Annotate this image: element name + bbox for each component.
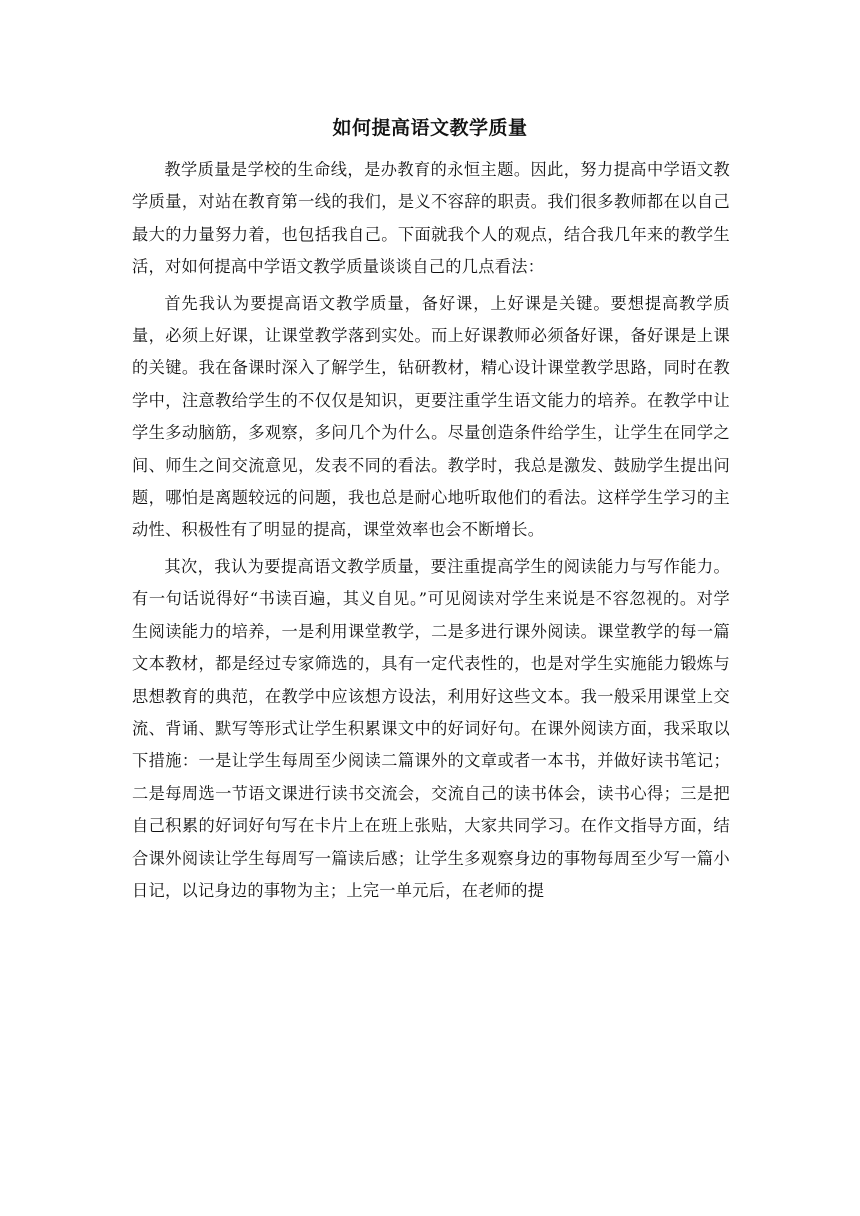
document-title: 如何提高语文教学质量	[332, 117, 528, 139]
paragraph-first-point: 首先我认为要提高语文教学质量，备好课，上好课是关键。要想提高教学质量，必须上好课，让课堂教学落到实处。而上好课教师必须备好课，备好课是上课的关键。我在备课时深入了解学生，钻研教材，精心设计课堂教学思路，同时在教学中，注意教给学生的不仅仅是知识，更要注重学生语文能力的培养。在教学中让学生多动脑筋，多观察，多问几个为什么。尽量创造条件给学生，让学生在同学之间、师生之间交流意见，发表不同的看法。教学时，我总是激发、鼓励学生提出问题，哪怕是离题较远的问题，我也总是耐心地听取他们的看法。这样学生学习的主动性、积极性有了明显的提高，课堂效率也会不断增长。	[132, 293, 730, 540]
paragraph-second-point: 其次，我认为要提高语文教学质量，要注重提高学生的阅读能力与写作能力。有一句话说得好“书读百遍，其义自见。”可见阅读对学生来说是不容忽视的。对学生阅读能力的培养，一是利用课堂教学，二是多进行课外阅读。课堂教学的每一篇文本教材，都是经过专家筛选的，具有一定代表性的，也是对学生实施能力锻炼与思想教育的典范，在教学中应该想方设法，利用好这些文本。我一般采用课堂上交流、背诵、默写等形式让学生积累课文中的好词好句。在课外阅读方面，我采取以下措施：一是让学生每周至少阅读二篇课外的文章或者一本书，并做好读书笔记；二是每周选一节语文课进行读书交流会，交流自己的读书体会，读书心得；三是把自己积累的好词好句写在卡片上在班上张贴，大家共同学习。在作文指导方面，结合课外阅读让学生每周写一篇读后感；让学生多观察身边的事物每周至少写一篇小日记，以记身边的事物为主；上完一单元后，在老师的提	[132, 556, 730, 900]
paragraph-intro: 教学质量是学校的生命线，是办教育的永恒主题。因此，努力提高中学语文教学质量，对站在教育第一线的我们，是义不容辞的职责。我们很多教师都在以自己最大的力量努力着，也包括我自己。下面就我个人的观点，结合我几年来的教学生活，对如何提高中学语文教学质量谈谈自己的几点看法：	[132, 160, 730, 277]
document-body	[132, 154, 730, 907]
